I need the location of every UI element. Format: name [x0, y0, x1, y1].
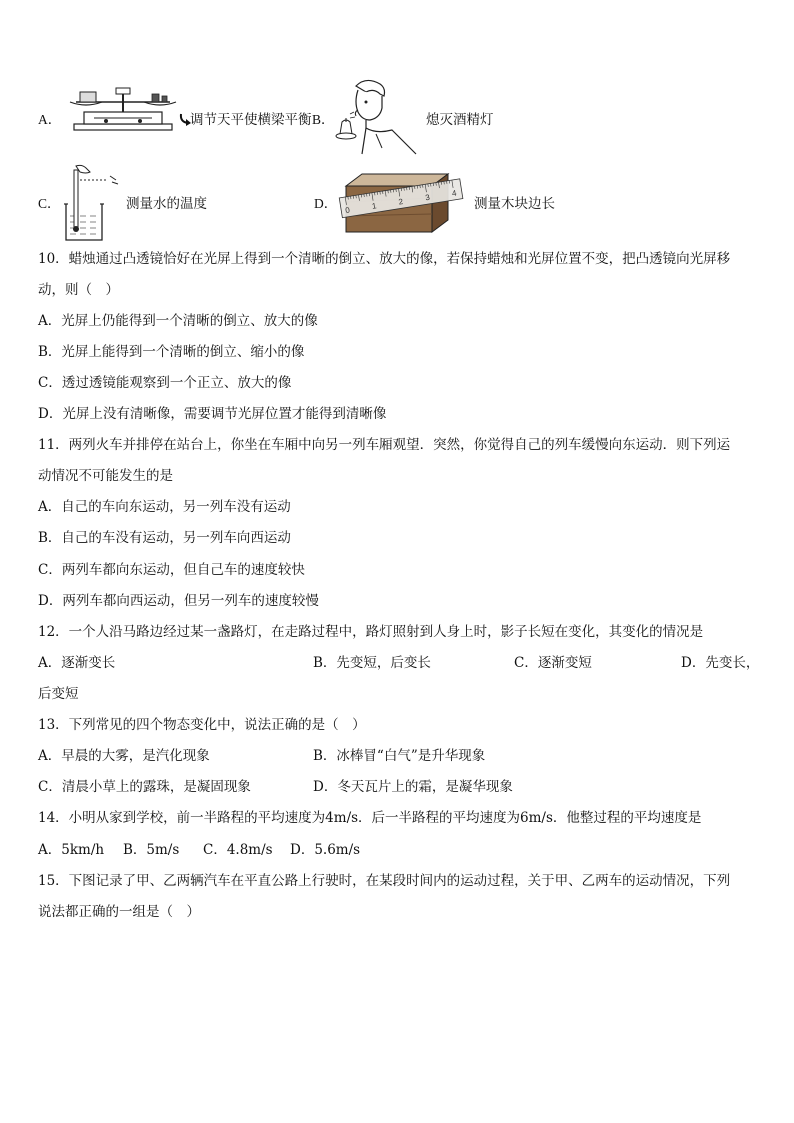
answer-option: D．先变长，	[681, 655, 760, 671]
answer-option: A．光屏上仍能得到一个清晰的倒立、放大的像	[38, 313, 318, 329]
ruler-tick-label: 2	[397, 197, 404, 207]
answer-option: C．逐渐变短	[514, 655, 592, 671]
question-stem-line: 13．下列常见的四个物态变化中，说法正确的是（ ）	[38, 717, 366, 733]
question-stem-line: 10．蜡烛通过凸透镜恰好在光屏上得到一个清晰的倒立、放大的像，若保持蜡烛和光屏位置不变，把凸透镜向光屏移	[38, 251, 731, 267]
question-stem-line: 说法都正确的一组是（ ）	[38, 904, 200, 920]
answer-option: C．清晨小草上的露珠，是凝固现象	[38, 779, 251, 795]
answer-option: B．先变短，后变长	[313, 655, 431, 671]
thermometer-beaker-icon	[62, 162, 124, 242]
ruler-tick-label: 1	[371, 201, 378, 211]
question-stem-line: 12．一个人沿马路边经过某一盏路灯，在走路过程中，路灯照射到人身上时，影子长短在变化，其变化的情况是	[38, 624, 704, 640]
answer-option: D．两列车都向西运动，但另一列车的速度较慢	[38, 593, 319, 609]
blowing-lamp-person-icon	[336, 78, 418, 154]
q9-option-d-caption: 测量木块边长	[474, 196, 555, 212]
answer-option: B．5m/s	[123, 842, 180, 858]
answer-option: C．两列车都向东运动，但自己车的速度较快	[38, 562, 305, 578]
answer-option: C．透过透镜能观察到一个正立、放大的像	[38, 375, 292, 391]
answer-option: A．早晨的大雾，是汽化现象	[38, 748, 210, 764]
answer-option: B．自己的车没有运动，另一列车向西运动	[38, 530, 291, 546]
ruler-tick-label: 0	[344, 205, 351, 216]
question-stem-line: 15．下图记录了甲、乙两辆汽车在平直公路上行驶时，在某段时间内的运动过程，关于甲、乙两车的运动情况，下列	[38, 873, 731, 889]
answer-option: C．4.8m/s	[203, 842, 273, 858]
ruler-wood-block-icon	[338, 172, 462, 234]
answer-option: D．光屏上没有清晰像，需要调节光屏位置才能得到清晰像	[38, 406, 387, 422]
q9-option-b-caption: 熄灭酒精灯	[426, 112, 494, 128]
q9-option-b-letter: B．	[312, 112, 335, 127]
answer-option: A．自己的车向东运动，另一列车没有运动	[38, 499, 291, 515]
ruler-tick-label: 3	[424, 192, 431, 203]
question-stem-line: 动，则（ ）	[38, 282, 119, 298]
answer-option: B．冰棒冒“白气”是升华现象	[313, 748, 486, 764]
answer-option-continuation: 后变短	[38, 686, 79, 702]
answer-option: D．5.6m/s	[290, 842, 361, 858]
question-stem-line: 动情况不可能发生的是	[38, 468, 173, 484]
q9-option-a-caption: 调节天平使横梁平衡	[190, 112, 312, 128]
ruler-tick-label: 4	[451, 188, 458, 199]
question-stem-line: 14．小明从家到学校，前一半路程的平均速度为4m/s．后一半路程的平均速度为6m/s．他整过程的平均速度是	[38, 810, 702, 826]
question-stem-line: 11．两列火车并排停在站台上，你坐在车厢中向另一列车厢观望．突然，你觉得自己的列车缓慢向东运动．则下列运	[38, 437, 731, 453]
q9-option-c-letter: C．	[38, 196, 61, 211]
answer-option: A．5km/h	[38, 842, 105, 858]
q9-option-a-letter: A．	[38, 112, 62, 127]
answer-option: D．冬天瓦片上的霜，是凝华现象	[313, 779, 513, 795]
answer-option: B．光屏上能得到一个清晰的倒立、缩小的像	[38, 344, 305, 360]
q9-option-c-caption: 测量水的温度	[126, 196, 207, 212]
answer-option: A．逐渐变长	[38, 655, 116, 671]
q9-option-d-letter: D．	[314, 196, 338, 211]
balance-scale-icon	[66, 84, 182, 132]
